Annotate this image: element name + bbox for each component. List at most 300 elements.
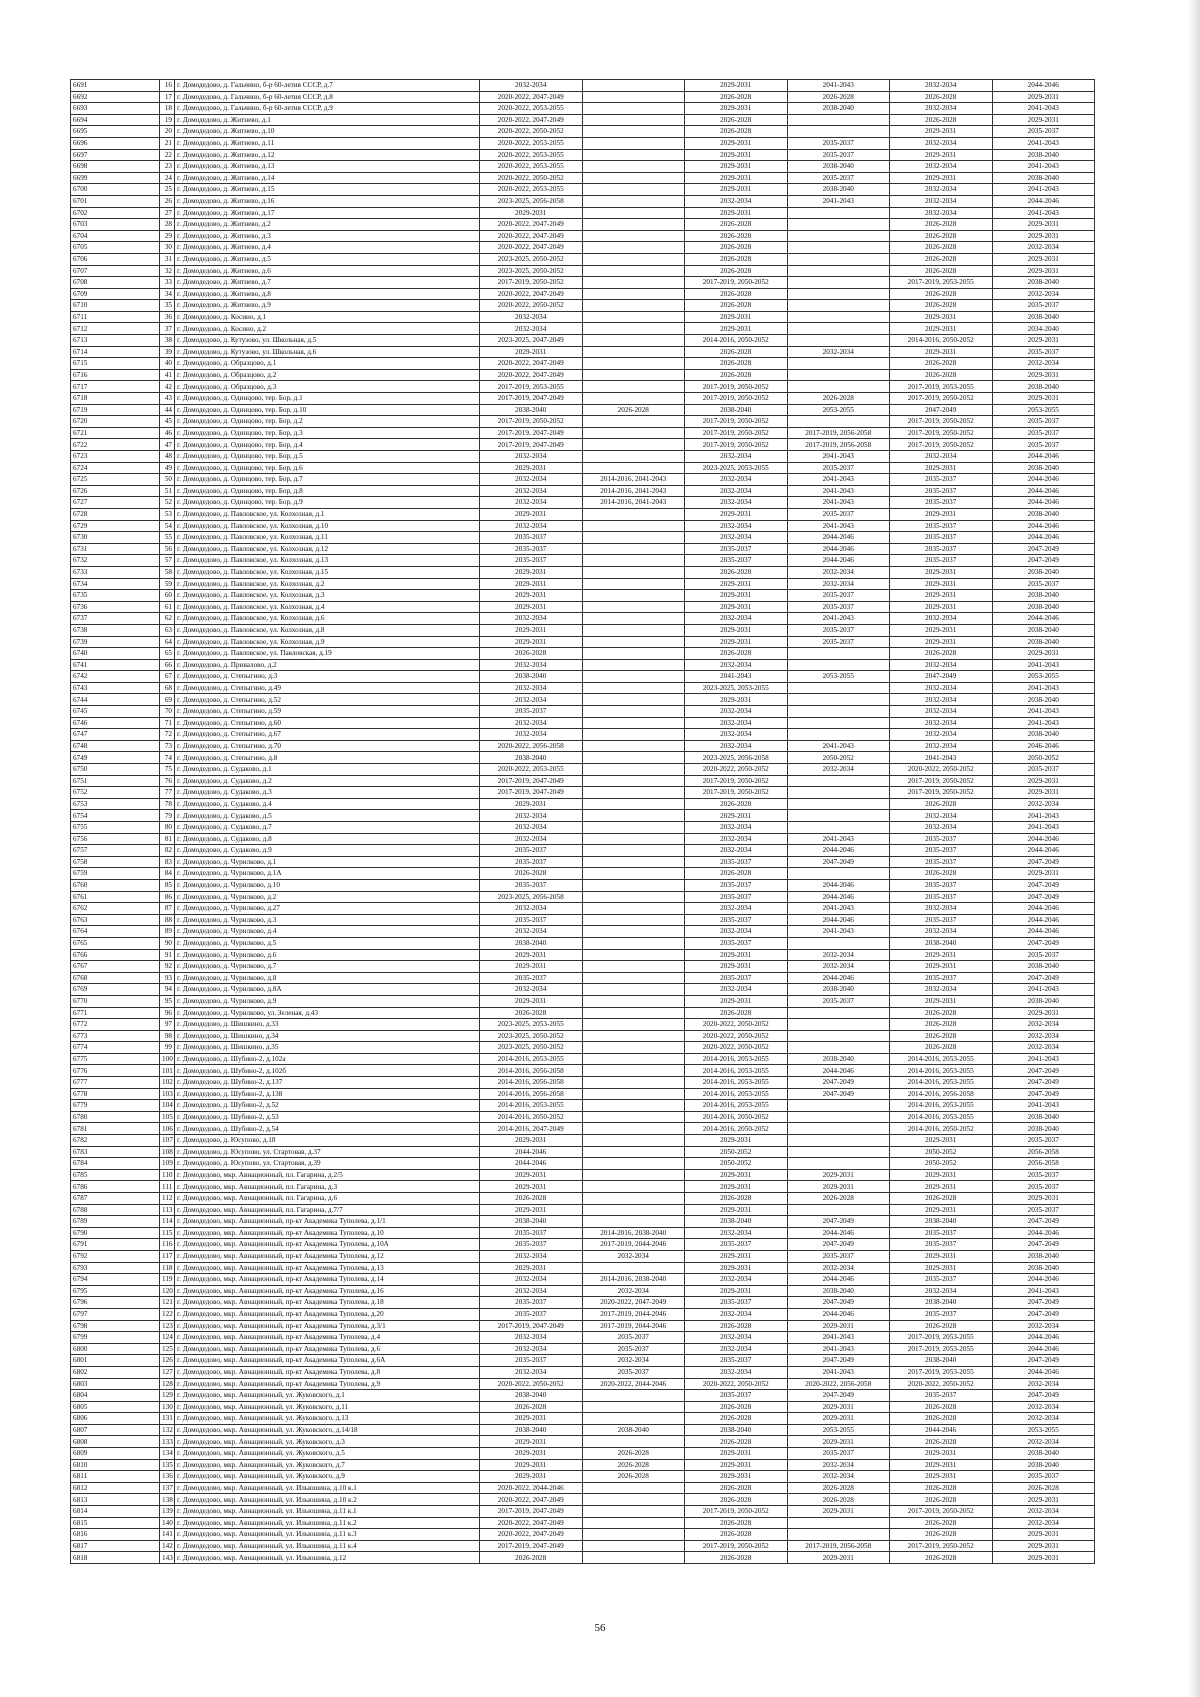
table-row — [71, 1471, 1095, 1483]
period-cell — [582, 1529, 685, 1541]
table-row — [71, 706, 1095, 718]
row-number-cell: 65 — [160, 648, 175, 660]
period-cell: 2026-2028 — [582, 1459, 685, 1471]
address-cell: г. Домодедово, д. Гальчино, б-р 60-летия СССР, д.7 — [175, 80, 480, 92]
period-cell: 2014-2016, 2053-2055 — [480, 1053, 583, 1065]
period-cell — [582, 1135, 685, 1147]
period-cell — [582, 1390, 685, 1402]
table-row — [71, 427, 1095, 439]
period-cell: 2044-2046 — [787, 1065, 890, 1077]
period-cell — [582, 172, 685, 184]
period-cell: 2035-2037 — [992, 1169, 1095, 1181]
period-cell: 2029-2031 — [992, 775, 1095, 787]
period-cell — [787, 288, 890, 300]
address-cell: г. Домодедово, д. Житнево, д.3 — [175, 230, 480, 242]
period-cell: 2029-2031 — [685, 1169, 788, 1181]
period-cell: 2041-2043 — [992, 682, 1095, 694]
row-number-cell: 133 — [160, 1436, 175, 1448]
row-id-cell: 6753 — [71, 798, 160, 810]
address-cell: г. Домодедово, д. Юсупово, ул. Стартовая, д.37 — [175, 1146, 480, 1158]
period-cell: 2014-2016, 2053-2055 — [685, 1077, 788, 1089]
period-cell: 2035-2037 — [890, 972, 993, 984]
period-cell — [582, 126, 685, 138]
table-row — [71, 485, 1095, 497]
row-number-cell: 32 — [160, 265, 175, 277]
period-cell — [582, 1436, 685, 1448]
row-number-cell: 46 — [160, 427, 175, 439]
period-cell: 2020-2022, 2050-2052 — [685, 1019, 788, 1031]
period-cell — [582, 1413, 685, 1425]
period-cell: 2014-2016, 2053-2055 — [890, 1111, 993, 1123]
period-cell: 2038-2040 — [890, 937, 993, 949]
period-cell: 2041-2043 — [787, 740, 890, 752]
period-cell: 2032-2034 — [992, 1506, 1095, 1518]
period-cell: 2014-2016, 2053-2055 — [890, 1065, 993, 1077]
period-cell: 2029-2031 — [787, 1413, 890, 1425]
table-row — [71, 891, 1095, 903]
table-row — [71, 1517, 1095, 1529]
row-number-cell: 139 — [160, 1506, 175, 1518]
period-cell: 2029-2031 — [992, 114, 1095, 126]
table-row — [71, 288, 1095, 300]
period-cell: 2029-2031 — [992, 265, 1095, 277]
period-cell: 2023-2025, 2047-2049 — [480, 335, 583, 347]
table-row — [71, 868, 1095, 880]
period-cell: 2038-2040 — [992, 694, 1095, 706]
row-id-cell: 6775 — [71, 1053, 160, 1065]
address-cell: г. Домодедово, мкр. Авиационный, пл. Гагарина, д.7/7 — [175, 1204, 480, 1216]
period-cell — [582, 775, 685, 787]
period-cell: 2038-2040 — [890, 1297, 993, 1309]
period-cell: 2029-2031 — [480, 508, 583, 520]
period-cell: 2035-2037 — [685, 1239, 788, 1251]
table-row — [71, 856, 1095, 868]
table-row — [71, 961, 1095, 973]
table-row — [71, 1274, 1095, 1286]
period-cell — [787, 717, 890, 729]
row-id-cell: 6705 — [71, 242, 160, 254]
period-cell: 2038-2040 — [685, 404, 788, 416]
period-cell: 2029-2031 — [480, 462, 583, 474]
period-cell: 2029-2031 — [890, 508, 993, 520]
address-cell: г. Домодедово, д. Житнево, д.2 — [175, 219, 480, 231]
period-cell — [582, 253, 685, 265]
period-cell: 2038-2040 — [992, 1262, 1095, 1274]
period-cell: 2017-2019, 2050-2052 — [890, 787, 993, 799]
period-cell — [787, 648, 890, 660]
period-cell — [582, 300, 685, 312]
period-cell: 2014-2016, 2056-2058 — [480, 1088, 583, 1100]
address-cell: г. Домодедово, д. Шубино-2, д.137 — [175, 1077, 480, 1089]
period-cell — [582, 566, 685, 578]
period-cell: 2041-2043 — [787, 195, 890, 207]
address-cell: г. Домодедово, мкр. Авиационный, пл. Гагарина, д.2/5 — [175, 1169, 480, 1181]
period-cell: 2023-2025, 2053-2055 — [685, 682, 788, 694]
address-cell: г. Домодедово, мкр. Авиационный, пр-кт Академика Туполева, д.10А — [175, 1239, 480, 1251]
period-cell: 2035-2037 — [992, 346, 1095, 358]
period-cell: 2026-2028 — [582, 404, 685, 416]
period-cell: 2026-2028 — [685, 126, 788, 138]
address-cell: г. Домодедово, мкр. Авиационный, пр-кт Академика Туполева, д.10 — [175, 1227, 480, 1239]
period-cell: 2020-2022, 2047-2049 — [480, 1494, 583, 1506]
period-cell — [787, 230, 890, 242]
period-cell: 2035-2037 — [582, 1332, 685, 1344]
row-number-cell: 50 — [160, 474, 175, 486]
period-cell — [582, 822, 685, 834]
address-cell: г. Домодедово, д. Житнево, д.11 — [175, 137, 480, 149]
period-cell: 2014-2016, 2053-2055 — [890, 1100, 993, 1112]
period-cell: 2032-2034 — [480, 903, 583, 915]
period-cell: 2044-2046 — [992, 1332, 1095, 1344]
row-number-cell: 56 — [160, 543, 175, 555]
period-cell: 2041-2043 — [992, 810, 1095, 822]
period-cell: 2035-2037 — [480, 706, 583, 718]
period-cell — [582, 868, 685, 880]
row-id-cell: 6778 — [71, 1088, 160, 1100]
table-row — [71, 1216, 1095, 1228]
period-cell — [582, 624, 685, 636]
row-number-cell: 106 — [160, 1123, 175, 1135]
period-cell — [582, 1146, 685, 1158]
address-cell: г. Домодедово, д. Кутузово, ул. Школьная, д.6 — [175, 346, 480, 358]
table-row — [71, 1019, 1095, 1031]
period-cell: 2026-2028 — [890, 358, 993, 370]
period-cell: 2014-2016, 2050-2052 — [890, 335, 993, 347]
period-cell: 2053-2055 — [992, 1424, 1095, 1436]
period-cell — [582, 995, 685, 1007]
period-cell: 2035-2037 — [992, 764, 1095, 776]
table-row — [71, 1100, 1095, 1112]
period-cell: 2014-2016, 2053-2055 — [685, 1053, 788, 1065]
period-cell: 2026-2028 — [685, 798, 788, 810]
period-cell — [582, 1042, 685, 1054]
period-cell: 2035-2037 — [890, 543, 993, 555]
period-cell: 2014-2016, 2050-2052 — [685, 1123, 788, 1135]
period-cell — [582, 1540, 685, 1552]
period-cell: 2014-2016, 2053-2055 — [480, 1100, 583, 1112]
period-cell: 2035-2037 — [480, 972, 583, 984]
period-cell — [582, 80, 685, 92]
period-cell: 2029-2031 — [890, 323, 993, 335]
period-cell: 2032-2034 — [787, 346, 890, 358]
table-row — [71, 1355, 1095, 1367]
address-cell: г. Домодедово, мкр. Авиационный, пр-кт Академика Туполева, д.12 — [175, 1250, 480, 1262]
address-cell: г. Домодедово, мкр. Авиационный, ул. Ильюшина, д.11 к.2 — [175, 1517, 480, 1529]
period-cell — [787, 335, 890, 347]
row-id-cell: 6761 — [71, 891, 160, 903]
period-cell: 2029-2031 — [685, 184, 788, 196]
address-cell: г. Домодедово, мкр. Авиационный, пр-кт Академика Туполева, д.3/1 — [175, 1320, 480, 1332]
period-cell: 2029-2031 — [685, 508, 788, 520]
address-cell: г. Домодедово, д. Житнево, д.16 — [175, 195, 480, 207]
period-cell — [787, 694, 890, 706]
period-cell — [582, 787, 685, 799]
schedule-table — [70, 79, 1095, 1564]
period-cell — [582, 555, 685, 567]
table-row — [71, 1552, 1095, 1564]
table-row — [71, 1494, 1095, 1506]
period-cell: 2026-2028 — [685, 358, 788, 370]
period-cell: 2053-2055 — [787, 1424, 890, 1436]
address-cell: г. Домодедово, мкр. Авиационный, пр-кт Академика Туполева, д.6 — [175, 1343, 480, 1355]
period-cell — [582, 613, 685, 625]
period-cell: 2041-2043 — [787, 485, 890, 497]
table-row — [71, 80, 1095, 92]
period-cell: 2047-2049 — [787, 1355, 890, 1367]
address-cell: г. Домодедово, мкр. Авиационный, ул. Ильюшина, д.11 к.4 — [175, 1540, 480, 1552]
period-cell — [582, 427, 685, 439]
table-row — [71, 543, 1095, 555]
period-cell: 2017-2019, 2053-2055 — [890, 1332, 993, 1344]
row-id-cell: 6766 — [71, 949, 160, 961]
period-cell: 2047-2049 — [992, 1216, 1095, 1228]
table-row — [71, 439, 1095, 451]
address-cell: г. Домодедово, д. Житнево, д.9 — [175, 300, 480, 312]
row-id-cell: 6765 — [71, 937, 160, 949]
row-number-cell: 123 — [160, 1320, 175, 1332]
period-cell: 2038-2040 — [480, 752, 583, 764]
table-row — [71, 845, 1095, 857]
period-cell: 2035-2037 — [787, 601, 890, 613]
period-cell: 2029-2031 — [992, 91, 1095, 103]
period-cell: 2026-2028 — [480, 1552, 583, 1564]
period-cell: 2044-2046 — [992, 1366, 1095, 1378]
period-cell: 2032-2034 — [992, 358, 1095, 370]
period-cell: 2020-2022, 2047-2049 — [480, 91, 583, 103]
period-cell: 2047-2049 — [992, 856, 1095, 868]
period-cell: 2032-2034 — [582, 1285, 685, 1297]
table-row — [71, 752, 1095, 764]
row-id-cell: 6737 — [71, 613, 160, 625]
period-cell: 2017-2019, 2053-2055 — [890, 381, 993, 393]
period-cell — [582, 1482, 685, 1494]
period-cell: 2029-2031 — [685, 1262, 788, 1274]
row-id-cell: 6794 — [71, 1274, 160, 1286]
period-cell: 2035-2037 — [685, 856, 788, 868]
period-cell: 2026-2028 — [685, 1401, 788, 1413]
table-row — [71, 1459, 1095, 1471]
period-cell — [582, 91, 685, 103]
table-row — [71, 114, 1095, 126]
period-cell: 2014-2016, 2041-2043 — [582, 485, 685, 497]
period-cell: 2032-2034 — [992, 1019, 1095, 1031]
period-cell: 2035-2037 — [480, 845, 583, 857]
row-id-cell: 6722 — [71, 439, 160, 451]
period-cell: 2029-2031 — [787, 1169, 890, 1181]
period-cell: 2026-2028 — [480, 648, 583, 660]
period-cell: 2038-2040 — [890, 1216, 993, 1228]
period-cell: 2038-2040 — [992, 1123, 1095, 1135]
address-cell: г. Домодедово, д. Степыгино, д.59 — [175, 706, 480, 718]
period-cell: 2026-2028 — [890, 798, 993, 810]
table-row — [71, 1204, 1095, 1216]
period-cell: 2032-2034 — [787, 1262, 890, 1274]
period-cell: 2029-2031 — [480, 1135, 583, 1147]
period-cell: 2017-2019, 2056-2058 — [787, 427, 890, 439]
row-number-cell: 77 — [160, 787, 175, 799]
period-cell: 2023-2025, 2056-2058 — [480, 891, 583, 903]
period-cell: 2038-2040 — [480, 671, 583, 683]
period-cell — [582, 729, 685, 741]
period-cell: 2056-2058 — [992, 1158, 1095, 1170]
table-row — [71, 1169, 1095, 1181]
period-cell: 2035-2037 — [992, 416, 1095, 428]
period-cell: 2032-2034 — [685, 1343, 788, 1355]
period-cell: 2029-2031 — [992, 369, 1095, 381]
period-cell: 2029-2031 — [685, 311, 788, 323]
period-cell — [787, 1135, 890, 1147]
address-cell: г. Домодедово, д. Судаково, д.8 — [175, 833, 480, 845]
row-number-cell: 102 — [160, 1077, 175, 1089]
period-cell: 2038-2040 — [685, 1424, 788, 1436]
period-cell: 2047-2049 — [992, 891, 1095, 903]
period-cell: 2029-2031 — [890, 566, 993, 578]
period-cell: 2017-2019, 2053-2055 — [890, 1343, 993, 1355]
row-id-cell: 6726 — [71, 485, 160, 497]
address-cell: г. Домодедово, д. Судаково, д.4 — [175, 798, 480, 810]
table-row — [71, 508, 1095, 520]
row-number-cell: 142 — [160, 1540, 175, 1552]
period-cell: 2035-2037 — [685, 1390, 788, 1402]
period-cell: 2014-2016, 2056-2058 — [890, 1088, 993, 1100]
table-row — [71, 601, 1095, 613]
address-cell: г. Домодедово, мкр. Авиационный, ул. Ильюшина, д.10 к.1 — [175, 1482, 480, 1494]
period-cell: 2035-2037 — [787, 149, 890, 161]
period-cell: 2044-2046 — [992, 195, 1095, 207]
period-cell: 2050-2052 — [890, 1158, 993, 1170]
period-cell: 2032-2034 — [480, 311, 583, 323]
row-id-cell: 6697 — [71, 149, 160, 161]
table-row — [71, 1065, 1095, 1077]
address-cell: г. Домодедово, мкр. Авиационный, ул. Жуковского, д.9 — [175, 1471, 480, 1483]
address-cell: г. Домодедово, д. Житнево, д.1 — [175, 114, 480, 126]
address-cell: г. Домодедово, д. Шубино-2, д.52 — [175, 1100, 480, 1112]
period-cell: 2032-2034 — [685, 1308, 788, 1320]
address-cell: г. Домодедово, д. Павловское, ул. Колхозная, д.3 — [175, 590, 480, 602]
period-cell: 2026-2028 — [480, 1007, 583, 1019]
period-cell: 2032-2034 — [685, 926, 788, 938]
period-cell: 2026-2028 — [890, 1193, 993, 1205]
row-number-cell: 76 — [160, 775, 175, 787]
table-row — [71, 207, 1095, 219]
row-number-cell: 74 — [160, 752, 175, 764]
table-row — [71, 184, 1095, 196]
period-cell: 2035-2037 — [787, 508, 890, 520]
row-id-cell: 6731 — [71, 543, 160, 555]
address-cell: г. Домодедово, д. Гальчино, б-р 60-летия СССР, д.9 — [175, 103, 480, 115]
row-id-cell: 6709 — [71, 288, 160, 300]
row-number-cell: 122 — [160, 1308, 175, 1320]
period-cell: 2029-2031 — [685, 949, 788, 961]
row-id-cell: 6703 — [71, 219, 160, 231]
period-cell: 2035-2037 — [890, 520, 993, 532]
period-cell: 2029-2031 — [992, 1529, 1095, 1541]
table-row — [71, 879, 1095, 891]
table-row — [71, 369, 1095, 381]
period-cell: 2035-2037 — [890, 532, 993, 544]
row-id-cell: 6704 — [71, 230, 160, 242]
period-cell: 2023-2025, 2053-2055 — [685, 462, 788, 474]
period-cell: 2032-2034 — [685, 659, 788, 671]
period-cell: 2029-2031 — [890, 1169, 993, 1181]
period-cell: 2029-2031 — [890, 1250, 993, 1262]
address-cell: г. Домодедово, д. Одинцово, тер. Бор, д.9 — [175, 497, 480, 509]
period-cell: 2017-2019, 2050-2052 — [890, 416, 993, 428]
row-number-cell: 20 — [160, 126, 175, 138]
row-number-cell: 40 — [160, 358, 175, 370]
period-cell: 2014-2016, 2053-2055 — [890, 1077, 993, 1089]
row-number-cell: 71 — [160, 717, 175, 729]
row-id-cell: 6699 — [71, 172, 160, 184]
period-cell: 2017-2019, 2047-2049 — [480, 1506, 583, 1518]
period-cell: 2032-2034 — [480, 810, 583, 822]
period-cell: 2038-2040 — [992, 311, 1095, 323]
period-cell: 2032-2034 — [480, 1343, 583, 1355]
period-cell: 2032-2034 — [787, 961, 890, 973]
period-cell: 2020-2022, 2047-2049 — [480, 1529, 583, 1541]
period-cell: 2047-2049 — [992, 1065, 1095, 1077]
period-cell: 2038-2040 — [992, 636, 1095, 648]
table-row — [71, 1413, 1095, 1425]
row-id-cell: 6786 — [71, 1181, 160, 1193]
row-id-cell: 6817 — [71, 1540, 160, 1552]
period-cell — [582, 1077, 685, 1089]
address-cell: г. Домодедово, мкр. Авиационный, пр-кт Академика Туполева, д.6А — [175, 1355, 480, 1367]
period-cell — [582, 508, 685, 520]
row-id-cell: 6807 — [71, 1424, 160, 1436]
period-cell — [582, 648, 685, 660]
table-row — [71, 1401, 1095, 1413]
address-cell: г. Домодедово, мкр. Авиационный, ул. Ильюшина, д.11 к.1 — [175, 1506, 480, 1518]
period-cell: 2050-2052 — [890, 1146, 993, 1158]
period-cell: 2041-2043 — [685, 671, 788, 683]
period-cell: 2020-2022, 2053-2055 — [480, 137, 583, 149]
period-cell — [582, 845, 685, 857]
address-cell: г. Домодедово, д. Судаково, д.3 — [175, 787, 480, 799]
period-cell — [582, 752, 685, 764]
period-cell: 2041-2043 — [787, 451, 890, 463]
row-number-cell: 105 — [160, 1111, 175, 1123]
table-row — [71, 624, 1095, 636]
address-cell: г. Домодедово, мкр. Авиационный, пр-кт Академика Туполева, д.9 — [175, 1378, 480, 1390]
row-number-cell: 64 — [160, 636, 175, 648]
table-row — [71, 1262, 1095, 1274]
period-cell: 2038-2040 — [787, 184, 890, 196]
period-cell: 2041-2043 — [787, 80, 890, 92]
period-cell: 2032-2034 — [890, 195, 993, 207]
row-number-cell: 37 — [160, 323, 175, 335]
period-cell: 2032-2034 — [582, 1250, 685, 1262]
period-cell: 2029-2031 — [890, 1181, 993, 1193]
table-row — [71, 230, 1095, 242]
period-cell — [582, 972, 685, 984]
period-cell: 2032-2034 — [992, 288, 1095, 300]
period-cell: 2020-2022, 2047-2049 — [582, 1297, 685, 1309]
row-id-cell: 6810 — [71, 1459, 160, 1471]
period-cell: 2047-2049 — [890, 404, 993, 416]
period-cell — [582, 914, 685, 926]
row-number-cell: 98 — [160, 1030, 175, 1042]
period-cell: 2047-2049 — [992, 1297, 1095, 1309]
row-number-cell: 17 — [160, 91, 175, 103]
row-number-cell: 89 — [160, 926, 175, 938]
row-id-cell: 6712 — [71, 323, 160, 335]
period-cell — [787, 1158, 890, 1170]
period-cell: 2038-2040 — [787, 161, 890, 173]
period-cell: 2047-2049 — [787, 1216, 890, 1228]
period-cell: 2032-2034 — [890, 161, 993, 173]
period-cell: 2026-2028 — [890, 1007, 993, 1019]
